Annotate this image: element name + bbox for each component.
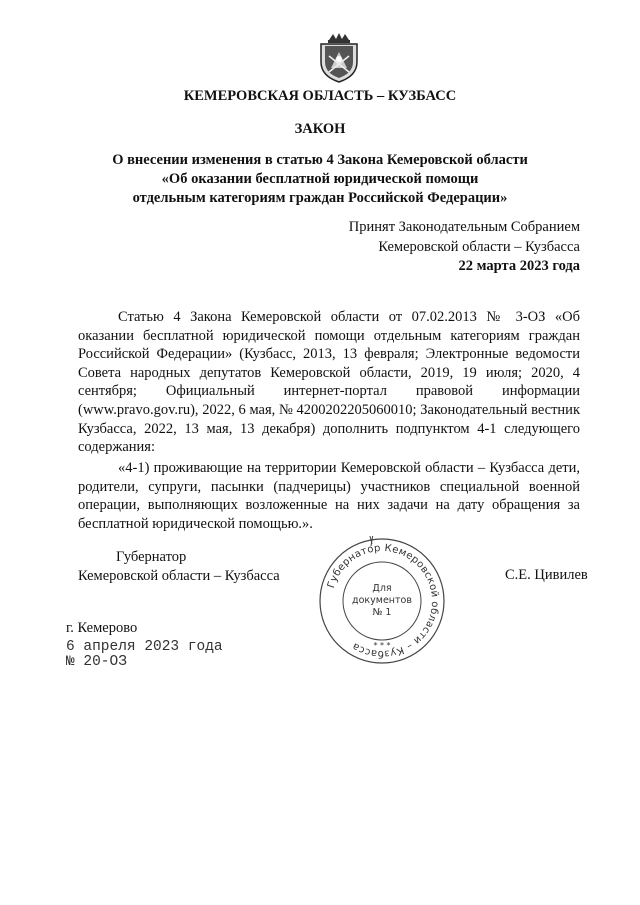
seal-center-line: документов bbox=[352, 595, 412, 606]
body-paragraph: Статью 4 Закона Кемеровской области от 07.02.2013 № 3-ОЗ «Об оказании бесплатной юридической помощи отдельным категориям граждан Российской Федерации» (Кузбасс, 2013, 13 февраля; Электронные ведомости Совета народных депутатов Кемеровской области, 2019, 19 июля; 2020, 4 сентября; Официальный интернет-портал правовой информации (www.pravo.gov.ru), 2022, 6 мая, № 4200202205060010; Законодательный вестник Кузбасса, 2022, 13 мая, 13 декабря) дополнить подпунктом 4-1 следующего содержания: bbox=[78, 309, 580, 456]
city: г. Кемерово bbox=[66, 620, 138, 636]
law-title-line: отдельным категориям граждан Российской Федерации» bbox=[132, 190, 508, 206]
region-title: КЕМЕРОВСКАЯ ОБЛАСТЬ – КУЗБАСС bbox=[183, 88, 457, 104]
adoption-line: Кемеровской области – Кузбасса bbox=[378, 238, 580, 255]
body-paragraph-amendment: «4-1) проживающие на территории Кемеровской области – Кузбасса дети, родители, супруги, пасынки (падчерицы) участников специальной военной операции, выполняющих возложенные на них задачи на дату обращения за бесплатной юридической помощью.». bbox=[78, 460, 580, 532]
governor-title-line: Кемеровской области – Кузбасса bbox=[78, 568, 280, 584]
signer-name: С.Е. Цивилев bbox=[505, 567, 588, 583]
seal-ring-text: Губернатор Кемеровской области – Кузбасса bbox=[325, 542, 441, 660]
adoption-block bbox=[349, 218, 580, 277]
seal-center-line: Для bbox=[372, 583, 392, 594]
seal-center-line: № 1 bbox=[372, 607, 392, 618]
signing-date: 6 апреля 2023 года bbox=[66, 639, 223, 655]
doc-type: ЗАКОН bbox=[294, 121, 346, 137]
law-title bbox=[0, 151, 640, 208]
governor-title bbox=[78, 548, 280, 586]
seal-stars: * * * bbox=[373, 641, 391, 650]
governor-title-line: Губернатор bbox=[116, 549, 187, 565]
adoption-line: Принят Законодательным Собранием bbox=[348, 219, 580, 235]
law-title-line: О внесении изменения в статью 4 Закона Кемеровской области bbox=[112, 152, 528, 168]
official-seal-icon bbox=[317, 536, 447, 666]
law-title-line: «Об оказании бесплатной юридической помощи bbox=[161, 171, 479, 187]
law-number: № 20-ОЗ bbox=[66, 654, 127, 670]
coat-of-arms-icon bbox=[317, 32, 361, 84]
adoption-date: 22 марта 2023 года bbox=[458, 258, 580, 274]
